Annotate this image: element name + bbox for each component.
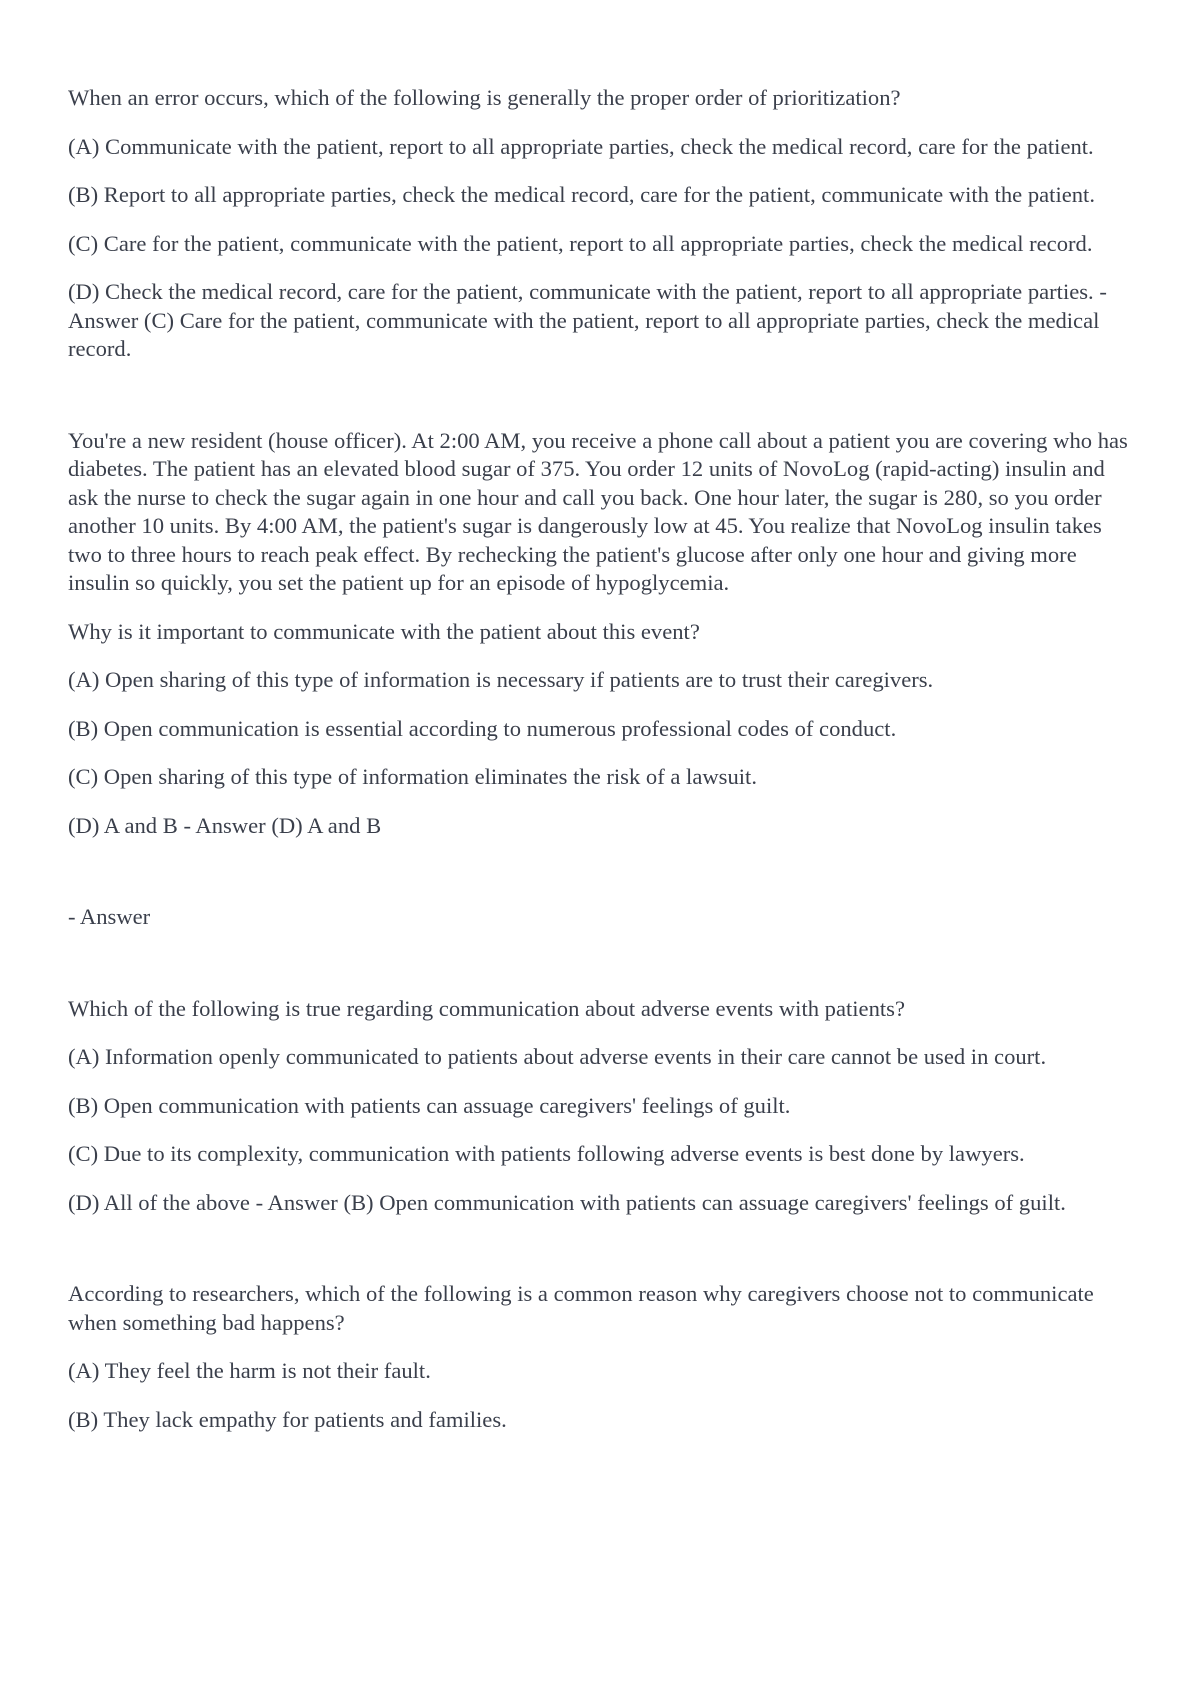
option-b: (B) Report to all appropriate parties, check the medical record, care for the patient, communicate with the patient. xyxy=(68,182,1095,207)
option-d-with-answer: (D) All of the above - Answer (B) Open communication with patients can assuage caregivers' feelings of guilt. xyxy=(68,1189,1066,1215)
option-b: (B) They lack empathy for patients and families. xyxy=(68,1406,507,1432)
option-c: (C) Care for the patient, communicate with the patient, report to all appropriate parties, check the medical record. xyxy=(68,230,1093,256)
option-d-with-answer: (D) A and B - Answer (D) A and B xyxy=(68,812,382,838)
question-text: When an error occurs, which of the following is generally the proper order of prioritization? xyxy=(68,85,901,110)
question-block-1 xyxy=(68,84,1130,364)
question-text: Why is it important to communicate with the patient about this event? xyxy=(68,618,700,644)
section-gap xyxy=(68,860,1130,903)
option-a: (A) Communicate with the patient, report to all appropriate parties, check the medical record, care for the patient. xyxy=(68,133,1094,159)
option-a: (A) Open sharing of this type of information is necessary if patients are to trust their caregivers. xyxy=(68,667,934,692)
question-text: According to researchers, which of the following is a common reason why caregivers choose not to communicate when something bad happens? xyxy=(68,1281,1094,1335)
scenario-text: You're a new resident (house officer). At 2:00 AM, you receive a phone call about a patient you are covering who has diabetes. The patient has an elevated blood sugar of 375. You order 12 units of NovoLog (rapid-acting) insulin and ask the nurse to check the sugar again in one hour and call you back. One hour later, the sugar is 280, so you order another 10 units. By 4:00 AM, the patient's sugar is dangerously low at 45. You realize that NovoLog insulin takes two to three hours to reach peak effect. By rechecking the patient's glucose after only one hour and giving more insulin so quickly, you set the patient up for an episode of hypoglycemia. xyxy=(68,427,1128,595)
option-c: (C) Due to its complexity, communication with patients following adverse events is best done by lawyers. xyxy=(68,1141,1025,1166)
standalone-answer: - Answer xyxy=(68,904,151,929)
standalone-answer-block xyxy=(68,903,1130,932)
question-text: Which of the following is true regarding communication about adverse events with patients? xyxy=(68,995,905,1021)
option-b: (B) Open communication with patients can assuage caregivers' feelings of guilt. xyxy=(68,1092,791,1118)
question-block-2 xyxy=(68,427,1130,841)
question-block-4 xyxy=(68,1280,1130,1434)
section-gap xyxy=(68,1237,1130,1280)
option-d-with-answer: (D) Check the medical record, care for the patient, communicate with the patient, report to all appropriate parties. - Answer (C) Care for the patient, communicate with the patient, report to all appropriate parties, check the medical record. xyxy=(68,279,1107,361)
document-page xyxy=(68,84,1130,1454)
option-a: (A) They feel the harm is not their fault. xyxy=(68,1358,431,1383)
option-b: (B) Open communication is essential according to numerous professional codes of conduct. xyxy=(68,715,897,741)
question-block-3 xyxy=(68,995,1130,1218)
option-a: (A) Information openly communicated to patients about adverse events in their care cannot be used in court. xyxy=(68,1044,1047,1069)
section-gap xyxy=(68,952,1130,995)
option-c: (C) Open sharing of this type of information eliminates the risk of a lawsuit. xyxy=(68,764,757,789)
section-gap xyxy=(68,384,1130,427)
